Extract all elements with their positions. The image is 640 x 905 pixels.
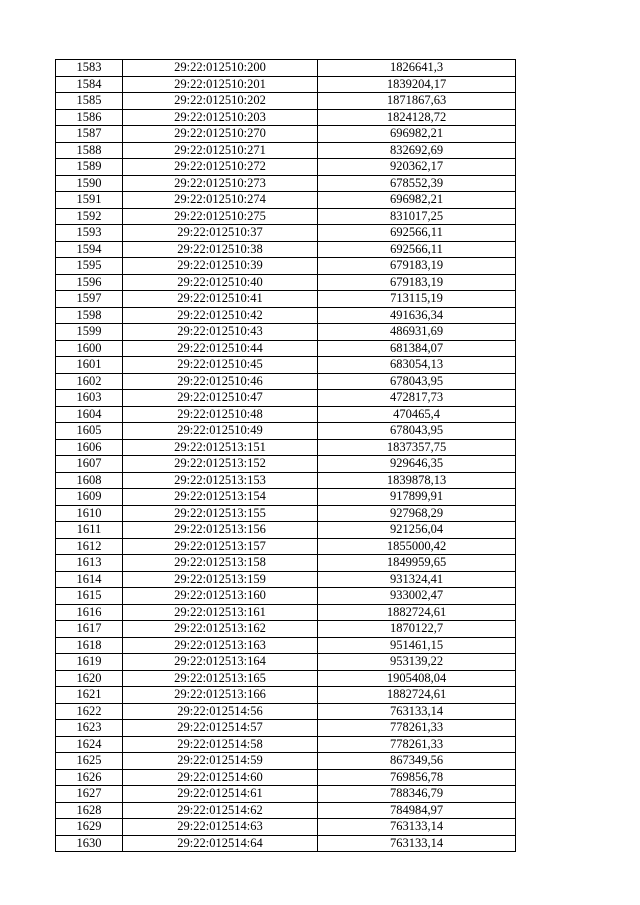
table-row	[56, 109, 516, 126]
value-cell: 929646,35	[318, 456, 516, 473]
cadastral-number-cell: 29:22:012514:63	[123, 819, 318, 836]
table-row	[56, 819, 516, 836]
cadastral-number-cell: 29:22:012510:41	[123, 291, 318, 308]
table-row	[56, 736, 516, 753]
row-number-cell: 1605	[56, 423, 123, 440]
table-row	[56, 555, 516, 572]
cadastral-number-cell: 29:22:012513:158	[123, 555, 318, 572]
cadastral-number-cell: 29:22:012510:48	[123, 406, 318, 423]
cadastral-number-cell: 29:22:012514:61	[123, 786, 318, 803]
value-cell: 678043,95	[318, 423, 516, 440]
table-row	[56, 225, 516, 242]
table-body	[56, 60, 516, 852]
value-cell: 933002,47	[318, 588, 516, 605]
cadastral-number-cell: 29:22:012510:200	[123, 60, 318, 77]
row-number-cell: 1601	[56, 357, 123, 374]
value-cell: 696982,21	[318, 126, 516, 143]
cadastral-number-cell: 29:22:012510:47	[123, 390, 318, 407]
row-number-cell: 1599	[56, 324, 123, 341]
row-number-cell: 1595	[56, 258, 123, 275]
value-cell: 763133,14	[318, 835, 516, 852]
cadastral-number-cell: 29:22:012510:49	[123, 423, 318, 440]
row-number-cell: 1609	[56, 489, 123, 506]
cadastral-number-cell: 29:22:012510:44	[123, 340, 318, 357]
value-cell: 679183,19	[318, 258, 516, 275]
cadastral-number-cell: 29:22:012510:40	[123, 274, 318, 291]
table-row	[56, 489, 516, 506]
cadastral-value-table	[55, 59, 516, 852]
table-row	[56, 274, 516, 291]
table-row	[56, 93, 516, 110]
table-row	[56, 307, 516, 324]
cadastral-number-cell: 29:22:012510:202	[123, 93, 318, 110]
table-row	[56, 703, 516, 720]
row-number-cell: 1630	[56, 835, 123, 852]
table-row	[56, 456, 516, 473]
table-row	[56, 604, 516, 621]
cadastral-number-cell: 29:22:012513:153	[123, 472, 318, 489]
table-row	[56, 687, 516, 704]
value-cell: 681384,07	[318, 340, 516, 357]
value-cell: 713115,19	[318, 291, 516, 308]
cadastral-number-cell: 29:22:012510:272	[123, 159, 318, 176]
cadastral-number-cell: 29:22:012510:43	[123, 324, 318, 341]
table-row	[56, 522, 516, 539]
value-cell: 951461,15	[318, 637, 516, 654]
table-row	[56, 637, 516, 654]
value-cell: 470465,4	[318, 406, 516, 423]
row-number-cell: 1592	[56, 208, 123, 225]
row-number-cell: 1586	[56, 109, 123, 126]
cadastral-number-cell: 29:22:012513:152	[123, 456, 318, 473]
row-number-cell: 1597	[56, 291, 123, 308]
value-cell: 472817,73	[318, 390, 516, 407]
cadastral-number-cell: 29:22:012510:46	[123, 373, 318, 390]
table-row	[56, 357, 516, 374]
row-number-cell: 1629	[56, 819, 123, 836]
row-number-cell: 1620	[56, 670, 123, 687]
value-cell: 788346,79	[318, 786, 516, 803]
row-number-cell: 1604	[56, 406, 123, 423]
cadastral-number-cell: 29:22:012510:273	[123, 175, 318, 192]
table-row	[56, 802, 516, 819]
value-cell: 920362,17	[318, 159, 516, 176]
row-number-cell: 1598	[56, 307, 123, 324]
cadastral-number-cell: 29:22:012514:62	[123, 802, 318, 819]
value-cell: 917899,91	[318, 489, 516, 506]
row-number-cell: 1614	[56, 571, 123, 588]
row-number-cell: 1585	[56, 93, 123, 110]
value-cell: 921256,04	[318, 522, 516, 539]
row-number-cell: 1618	[56, 637, 123, 654]
value-cell: 1826641,3	[318, 60, 516, 77]
value-cell: 831017,25	[318, 208, 516, 225]
table-row	[56, 753, 516, 770]
value-cell: 778261,33	[318, 720, 516, 737]
value-cell: 778261,33	[318, 736, 516, 753]
cadastral-number-cell: 29:22:012510:271	[123, 142, 318, 159]
value-cell: 784984,97	[318, 802, 516, 819]
table-row	[56, 835, 516, 852]
row-number-cell: 1584	[56, 76, 123, 93]
table-row	[56, 142, 516, 159]
table-row	[56, 241, 516, 258]
row-number-cell: 1603	[56, 390, 123, 407]
table-row	[56, 60, 516, 77]
cadastral-number-cell: 29:22:012510:274	[123, 192, 318, 209]
cadastral-number-cell: 29:22:012513:155	[123, 505, 318, 522]
row-number-cell: 1608	[56, 472, 123, 489]
table-row	[56, 670, 516, 687]
cadastral-number-cell: 29:22:012513:166	[123, 687, 318, 704]
value-cell: 1839204,17	[318, 76, 516, 93]
table-row	[56, 324, 516, 341]
table-row	[56, 472, 516, 489]
row-number-cell: 1587	[56, 126, 123, 143]
value-cell: 692566,11	[318, 225, 516, 242]
table-row	[56, 208, 516, 225]
row-number-cell: 1602	[56, 373, 123, 390]
table-row	[56, 291, 516, 308]
table-row	[56, 571, 516, 588]
value-cell: 832692,69	[318, 142, 516, 159]
table-row	[56, 423, 516, 440]
row-number-cell: 1593	[56, 225, 123, 242]
row-number-cell: 1600	[56, 340, 123, 357]
table-row	[56, 373, 516, 390]
table-row	[56, 340, 516, 357]
row-number-cell: 1626	[56, 769, 123, 786]
value-cell: 867349,56	[318, 753, 516, 770]
cadastral-number-cell: 29:22:012513:163	[123, 637, 318, 654]
row-number-cell: 1583	[56, 60, 123, 77]
cadastral-number-cell: 29:22:012510:42	[123, 307, 318, 324]
table-row	[56, 786, 516, 803]
table-row	[56, 76, 516, 93]
row-number-cell: 1625	[56, 753, 123, 770]
table-row	[56, 621, 516, 638]
row-number-cell: 1613	[56, 555, 123, 572]
cadastral-number-cell: 29:22:012514:60	[123, 769, 318, 786]
value-cell: 1882724,61	[318, 687, 516, 704]
row-number-cell: 1617	[56, 621, 123, 638]
value-cell: 1871867,63	[318, 93, 516, 110]
table-row	[56, 439, 516, 456]
row-number-cell: 1616	[56, 604, 123, 621]
table-row	[56, 126, 516, 143]
cadastral-number-cell: 29:22:012513:156	[123, 522, 318, 539]
table-row	[56, 192, 516, 209]
value-cell: 1839878,13	[318, 472, 516, 489]
cadastral-number-cell: 29:22:012514:57	[123, 720, 318, 737]
table-row	[56, 406, 516, 423]
table-row	[56, 390, 516, 407]
row-number-cell: 1628	[56, 802, 123, 819]
value-cell: 1855000,42	[318, 538, 516, 555]
value-cell: 678043,95	[318, 373, 516, 390]
cadastral-number-cell: 29:22:012514:58	[123, 736, 318, 753]
row-number-cell: 1619	[56, 654, 123, 671]
cadastral-number-cell: 29:22:012510:203	[123, 109, 318, 126]
cadastral-number-cell: 29:22:012513:161	[123, 604, 318, 621]
value-cell: 953139,22	[318, 654, 516, 671]
cadastral-number-cell: 29:22:012513:154	[123, 489, 318, 506]
table-row	[56, 588, 516, 605]
row-number-cell: 1610	[56, 505, 123, 522]
cadastral-number-cell: 29:22:012513:165	[123, 670, 318, 687]
cadastral-number-cell: 29:22:012513:162	[123, 621, 318, 638]
table-row	[56, 538, 516, 555]
cadastral-number-cell: 29:22:012510:201	[123, 76, 318, 93]
row-number-cell: 1588	[56, 142, 123, 159]
cadastral-number-cell: 29:22:012513:164	[123, 654, 318, 671]
table-row	[56, 505, 516, 522]
value-cell: 1882724,61	[318, 604, 516, 621]
row-number-cell: 1624	[56, 736, 123, 753]
cadastral-number-cell: 29:22:012510:37	[123, 225, 318, 242]
value-cell: 763133,14	[318, 819, 516, 836]
value-cell: 763133,14	[318, 703, 516, 720]
value-cell: 931324,41	[318, 571, 516, 588]
value-cell: 486931,69	[318, 324, 516, 341]
row-number-cell: 1591	[56, 192, 123, 209]
value-cell: 696982,21	[318, 192, 516, 209]
row-number-cell: 1594	[56, 241, 123, 258]
value-cell: 1824128,72	[318, 109, 516, 126]
cadastral-number-cell: 29:22:012510:45	[123, 357, 318, 374]
cadastral-number-cell: 29:22:012514:64	[123, 835, 318, 852]
cadastral-number-cell: 29:22:012510:38	[123, 241, 318, 258]
row-number-cell: 1623	[56, 720, 123, 737]
table-row	[56, 159, 516, 176]
cadastral-number-cell: 29:22:012513:160	[123, 588, 318, 605]
row-number-cell: 1606	[56, 439, 123, 456]
value-cell: 927968,29	[318, 505, 516, 522]
cadastral-number-cell: 29:22:012514:56	[123, 703, 318, 720]
value-cell: 769856,78	[318, 769, 516, 786]
value-cell: 1849959,65	[318, 555, 516, 572]
table-row	[56, 720, 516, 737]
row-number-cell: 1621	[56, 687, 123, 704]
cadastral-number-cell: 29:22:012513:157	[123, 538, 318, 555]
cadastral-number-cell: 29:22:012514:59	[123, 753, 318, 770]
cadastral-number-cell: 29:22:012510:270	[123, 126, 318, 143]
cadastral-number-cell: 29:22:012510:39	[123, 258, 318, 275]
cadastral-number-cell: 29:22:012513:159	[123, 571, 318, 588]
row-number-cell: 1590	[56, 175, 123, 192]
row-number-cell: 1607	[56, 456, 123, 473]
table-row	[56, 175, 516, 192]
value-cell: 1905408,04	[318, 670, 516, 687]
row-number-cell: 1627	[56, 786, 123, 803]
table-row	[56, 258, 516, 275]
row-number-cell: 1589	[56, 159, 123, 176]
table-row	[56, 769, 516, 786]
cadastral-number-cell: 29:22:012510:275	[123, 208, 318, 225]
row-number-cell: 1612	[56, 538, 123, 555]
value-cell: 678552,39	[318, 175, 516, 192]
value-cell: 679183,19	[318, 274, 516, 291]
row-number-cell: 1611	[56, 522, 123, 539]
value-cell: 491636,34	[318, 307, 516, 324]
value-cell: 1870122,7	[318, 621, 516, 638]
row-number-cell: 1615	[56, 588, 123, 605]
row-number-cell: 1622	[56, 703, 123, 720]
value-cell: 692566,11	[318, 241, 516, 258]
row-number-cell: 1596	[56, 274, 123, 291]
table-row	[56, 654, 516, 671]
value-cell: 683054,13	[318, 357, 516, 374]
value-cell: 1837357,75	[318, 439, 516, 456]
cadastral-number-cell: 29:22:012513:151	[123, 439, 318, 456]
